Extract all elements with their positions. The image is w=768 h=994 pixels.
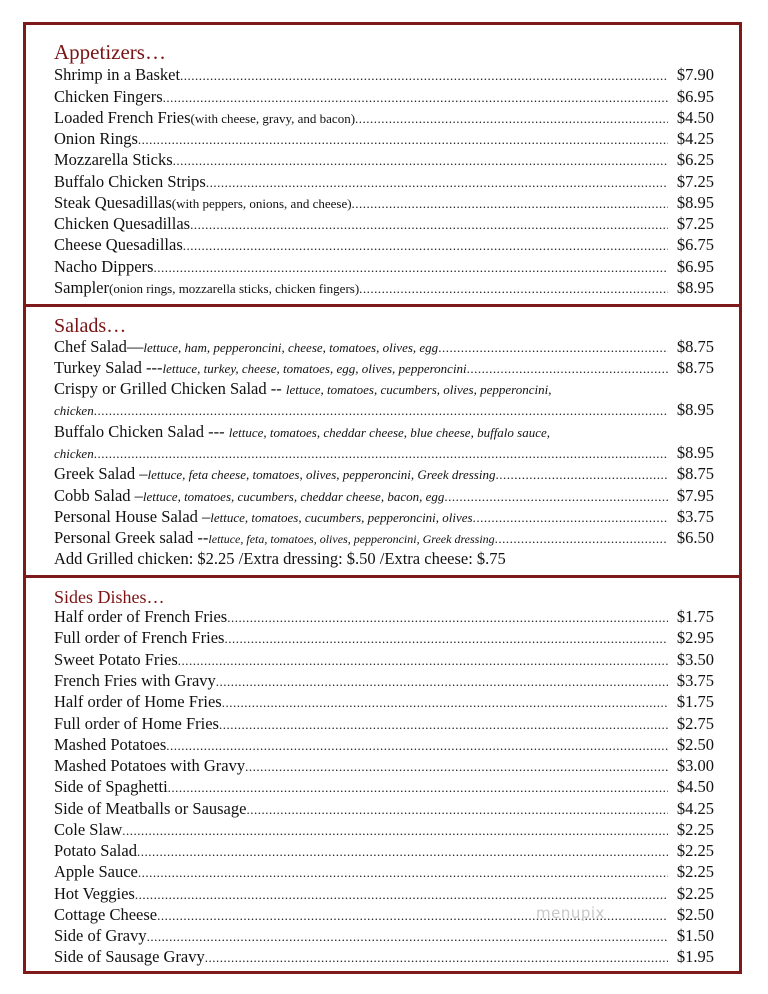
menu-item: Cheese Quesadillas ..... $6.75 [54,234,714,256]
menu-item: Buffalo Chicken Strips ..... $7.25 [54,171,714,193]
salad-addons: Add Grilled chicken: $2.25 /Extra dressing: $.50 /Extra cheese: $.75 [54,549,506,568]
menu-item-description: Buffalo Chicken Salad --- lettuce, tomatoes, cheddar cheese, blue cheese, buffalo sauce, [54,422,551,441]
menu-item: Sweet Potato Fries ..... $3.50 [54,649,714,671]
watermark: menupix [536,904,605,922]
menu-item: Shrimp in a Basket ..... $7.90 [54,64,714,86]
menu-item: Side of Gravy ..... $1.50 [54,925,714,947]
menu-item: Steak Quesadillas (with peppers, onions, and cheese) ..... $8.95 [54,192,714,214]
menu-item-description: Crispy or Grilled Chicken Salad -- lettuce, tomatoes, cucumbers, olives, pepperoncini, [54,379,552,398]
menu-item: Chicken Quesadillas ..... $7.25 [54,213,714,235]
menu-item: Nacho Dippers ..... $6.95 [54,256,714,278]
menu-item: Half order of Home Fries ..... $1.75 [54,691,714,713]
menu-item: Chef Salad— lettuce, ham, pepperoncini, cheese, tomatoes, olives, egg ..... $8.75 [54,336,714,358]
sides-heading: Sides Dishes… [54,587,165,607]
menu-item: chicken ..... $8.95 [54,399,714,421]
menu-item: Personal Greek salad -- lettuce, feta, tomatoes, olives, pepperoncini, Greek dressing ..... $6.50 [54,527,714,549]
menu-item: Apple Sauce ..... $2.25 [54,861,714,883]
salads-heading: Salads… [54,315,127,337]
menu-item: Onion Rings ..... $4.25 [54,128,714,150]
menu-item: Turkey Salad --- lettuce, turkey, cheese, tomatoes, egg, olives, pepperoncini ..... $8.75 [54,357,714,379]
appetizers-heading: Appetizers… [54,40,166,64]
menu-item: Full order of French Fries ..... $2.95 [54,627,714,649]
menu-item: Personal House Salad – lettuce, tomatoes, cucumbers, pepperoncini, olives ..... $3.75 [54,506,714,528]
menu-item: Cole Slaw ..... $2.25 [54,819,714,841]
menu-item: Full order of Home Fries ..... $2.75 [54,713,714,735]
menu-item: Side of Sausage Gravy ..... $1.95 [54,946,714,968]
menu-item: Sampler (onion rings, mozzarella sticks, chicken fingers) ..... $8.95 [54,277,714,299]
menu-item: Potato Salad ..... $2.25 [54,840,714,862]
menu-item: Loaded French Fries (with cheese, gravy, and bacon) ..... $4.50 [54,107,714,129]
menu-item: Side of Meatballs or Sausage ..... $4.25 [54,798,714,820]
menu-item: Greek Salad – lettuce, feta cheese, tomatoes, olives, pepperoncini, Greek dressing ..... $8.75 [54,463,714,485]
menu-item: Half order of French Fries ..... $1.75 [54,606,714,628]
menu-item: Cobb Salad – lettuce, tomatoes, cucumbers, cheddar cheese, bacon, egg ..... $7.95 [54,485,714,507]
menu-item: Chicken Fingers ..... $6.95 [54,86,714,108]
menu-item: French Fries with Gravy ..... $3.75 [54,670,714,692]
menu-item: Cottage Cheese ..... $2.50 [54,904,714,926]
menu-item: Mashed Potatoes with Gravy ..... $3.00 [54,755,714,777]
menu-item: Mozzarella Sticks ..... $6.25 [54,149,714,171]
menu-item: Hot Veggies ..... $2.25 [54,883,714,905]
menu-item: Side of Spaghetti ..... $4.50 [54,776,714,798]
menu-item: chicken ..... $8.95 [54,442,714,464]
menu-item: Mashed Potatoes ..... $2.50 [54,734,714,756]
